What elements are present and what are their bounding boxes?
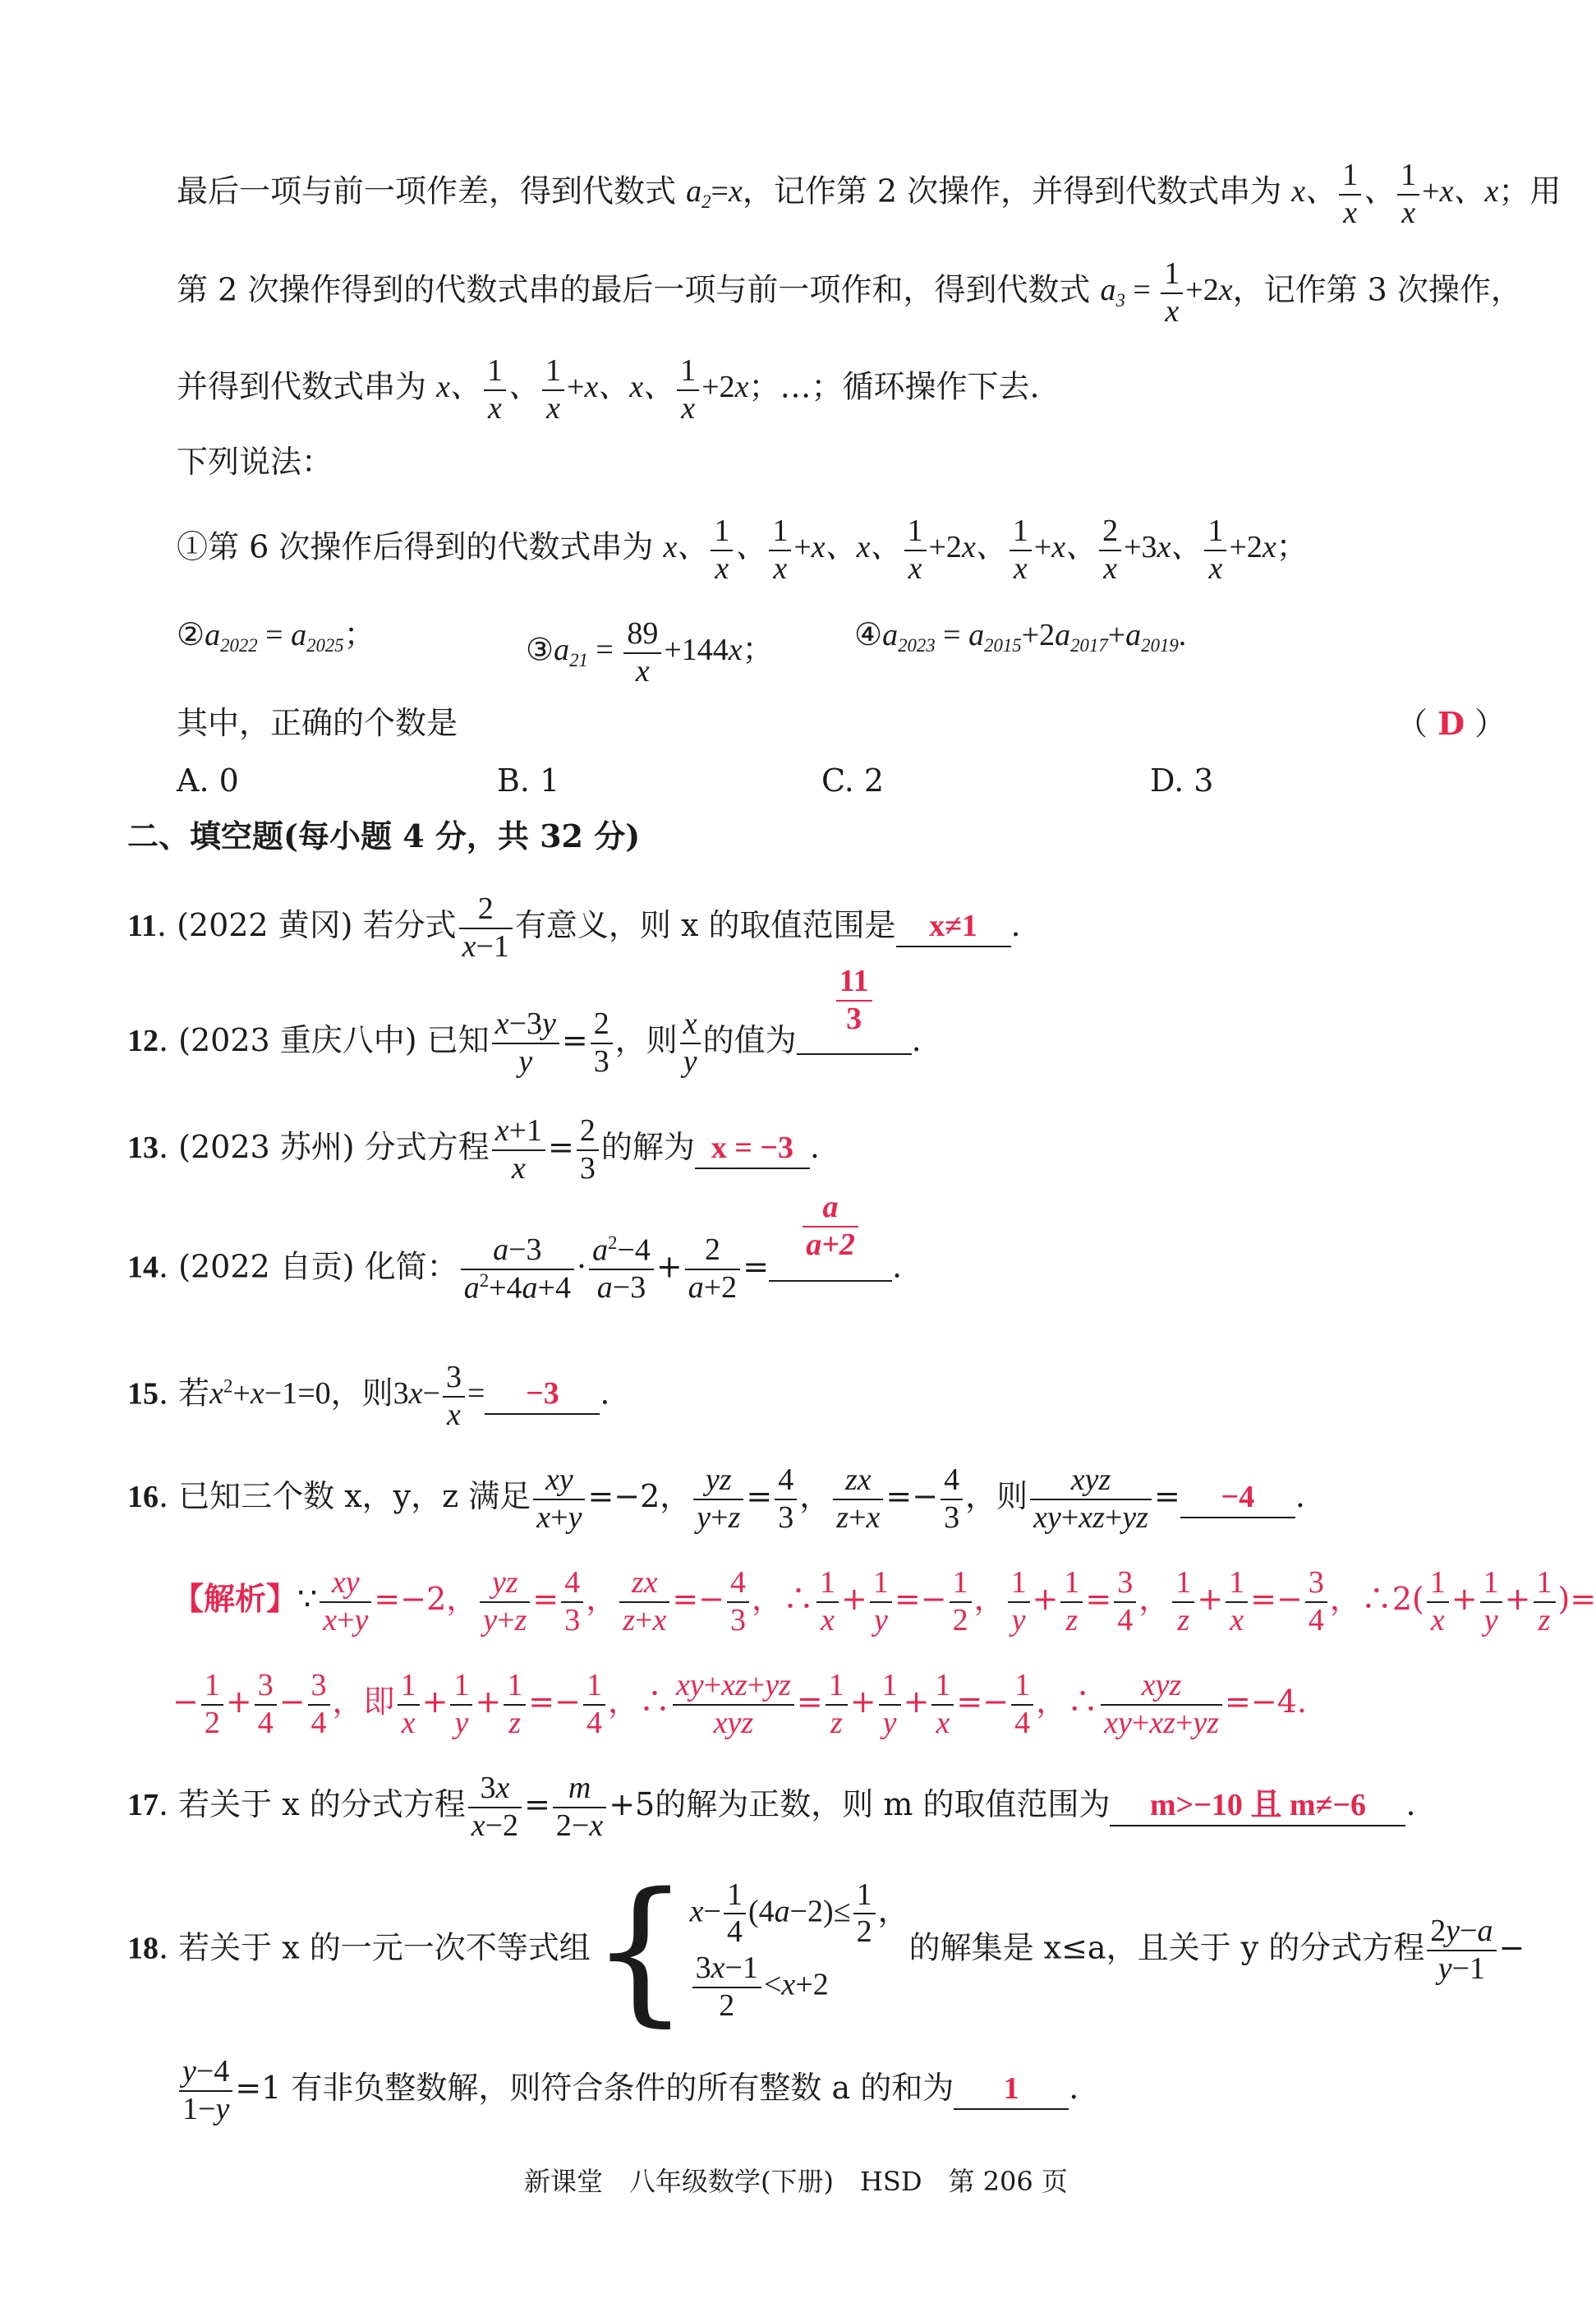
answer-blank: m>−10 且 m≠−6 (1110, 1786, 1405, 1826)
formula-series-2: x、 $\frac{1}{x}$ 、 $\frac{1}{x}$ +x、x (1291, 158, 1499, 230)
formula-q17: $\frac{3x}{x-2}$ (468, 1771, 522, 1844)
section-title: 二、填空题(每小题 4 分，共 32 分) (127, 818, 641, 854)
formula-series-6: x、 $\frac{1}{x}$ 、 $\frac{1}{x}$ +x、x、 $\frac{1}{x}$ +2x、 $\frac{1}{x}$ +x、 $\frac{2}{x}$ +3x、 $\frac{1}{x}$ +2x； (663, 514, 1308, 586)
option-b: B. 1 (497, 762, 560, 799)
question-18: 18. 若关于 x 的一元一次不等式组{ x− $\frac{1}{4}$ (4a−2)≤ $\frac{1}{2}$ ， $\frac{3x-1}{2}$ <x+2 的解集是 x≤a，且关于 y 的分式方程 $\frac{2y-a}{y-1}$ − (127, 1859, 1525, 2041)
statement-2: $②a_{2022} = a_{2025}$； (177, 616, 375, 656)
question-16: 16. 已知三个数 x，y，z 满足 $\frac{xy}{x+y}$ =−2， $\frac{yz}{y+z}$ = $\frac{4}{3}$ ， $\frac{zx}{z+x}$ =− $\frac{4}{3}$ ，则 $\frac{\text{xyz}}{xy+xz+yz}$ = −4 . (127, 1462, 1305, 1535)
formula-q15-a: $x^2+x-1=0$ (209, 1375, 331, 1412)
answer-paren: （ D ） (1396, 705, 1506, 742)
intro-line-1: 最后一项与前一项作差，得到代数式 $a_2=x$，记作第 2 次操作，并得到代数式串为 x、 $\frac{1}{x}$ 、 $\frac{1}{x}$ +x、x；用 (177, 158, 1562, 230)
answer-blank: x = −3 (695, 1129, 810, 1169)
formula-q12-a: $\frac{x-3y}{y}$ (492, 1006, 559, 1080)
question-17: 17. 若关于 x 的分式方程 $\frac{3x}{x-2}$ = $\frac{m}{2-x}$ +5的解为正数，则 m 的取值范围为 m>−10 且 m≠−6 . (127, 1771, 1416, 1843)
question-11: 11. (2022 黄冈) 若分式 $\frac{2}{x-1}$ 有意义，则 x 的取值范围是 x≠1 . (127, 891, 1021, 964)
formula-stmt3: $a_{21}$ = $\frac{89}{x}$ +144x； (554, 616, 774, 689)
question-13: 13. (2023 苏州) 分式方程 $\frac{x+1}{x}$ = $\frac{2}{3}$ 的解为 x = −3 . (127, 1113, 820, 1186)
formula-a2: $a_2=x$ (686, 174, 743, 213)
answer-blank: 1 (954, 2070, 1069, 2110)
intro-line-3: 并得到代数式串为 x、 $\frac{1}{x}$ 、 $\frac{1}{x}$ +x、x、 $\frac{1}{x}$ +2x；…；循环操作下去. (177, 353, 1040, 426)
formula-q14-b: $\frac{a^2-4}{a-3}$ (589, 1232, 654, 1306)
statement-4: $④a_{2023} = a_{2015}+2a_{2017}+a_{2019}$. (854, 616, 1187, 656)
statement-3: $③a_{21}$ = $\frac{89}{x}$ +144x； (526, 616, 774, 689)
question-number: 13 (127, 1131, 159, 1166)
answer-blank: $\frac{a}{a+2}$ (769, 1206, 892, 1281)
answer-choice: D (1437, 705, 1465, 742)
intro-line-2: 第 2 次操作得到的代数式串的最后一项与前一项作和，得到代数式 $a_3$ = $\frac{1}{x}$ +2x，记作第 3 次操作， (177, 256, 1522, 329)
question-number: 11 (127, 909, 157, 944)
formula-q14-c: $\frac{2}{a+2}$ (685, 1232, 740, 1306)
question-14: 14. (2022 自贡) 化简： $\frac{a-3}{a^2+4a+4}$ · $\frac{a^2-4}{a-3}$ + $\frac{2}{a+2}$ = $\frac{a}{a+2}$ . (127, 1190, 903, 1306)
formula-a3: $a_3$ = $\frac{1}{x}$ +2x (1100, 256, 1233, 329)
question-number: 15 (127, 1376, 159, 1412)
analysis-line-2: − $\frac{1}{2}$ + $\frac{3}{4}$ − $\frac{3}{4}$ ，即 $\frac{1}{x}$ + $\frac{1}{y}$ + $\frac{1}{z}$ =− $\frac{1}{4}$ ，∴ $\frac{xy+xz+yz}{\text{xyz}}$ = $\frac{1}{z}$ + $\frac{1}{y}$ + $\frac{1}{x}$ =− $\frac{1}{4}$ ，∴ $\frac{\text{xyz}}{xy+xz+yz}$ =−4. (172, 1668, 1307, 1740)
answer-blank: −4 (1180, 1478, 1295, 1518)
question-10-stem: 其中，正确的个数是 (177, 705, 458, 741)
inequality-system: x− $\frac{1}{4}$ (4a−2)≤ $\frac{1}{2}$ ， $\frac{3x-1}{2}$ <x+2 (689, 1877, 909, 2023)
page-footer: 新课堂 八年级数学(下册) HSD 第 206 页 (524, 2166, 1068, 2197)
question-number: 14 (127, 1250, 159, 1285)
answer-blank: x≠1 (896, 907, 1011, 947)
question-number: 16 (127, 1480, 159, 1515)
formula-stmt2: $a_{2022} = a_{2025}$； (205, 618, 375, 656)
analysis-line-1: 【解析】∵ $\frac{xy}{x+y}$ =−2， $\frac{yz}{y+z}$ = $\frac{4}{3}$ ， $\frac{zx}{z+x}$ =− $\frac{4}{3}$ ，∴ $\frac{1}{x}$ + $\frac{1}{y}$ =− $\frac{1}{2}$ ， $\frac{1}{y}$ + $\frac{1}{z}$ = $\frac{3}{4}$ ， $\frac{1}{z}$ + $\frac{1}{x}$ =− $\frac{3}{4}$ ，∴2( $\frac{1}{x}$ + $\frac{1}{y}$ + $\frac{1}{z}$ )= (172, 1565, 1596, 1637)
formula-q14-a: $\frac{a-3}{a^2+4a+4}$ (461, 1232, 574, 1306)
formula-series-3: x、 $\frac{1}{x}$ 、 $\frac{1}{x}$ +x、x、 $\frac{1}{x}$ +2x (436, 353, 749, 426)
formula-q18-b: $\frac{y-4}{1-y}$ (179, 2054, 232, 2127)
question-number: 17 (127, 1788, 159, 1823)
answer-blank: $\frac{11}{3}$ (797, 980, 912, 1055)
question-15: 15. 若$x^2+x-1=0$，则3x− $\frac{3}{x}$ = −3 . (127, 1360, 610, 1432)
formula-q18-a: $\frac{2y-a}{y-1}$ (1427, 1914, 1496, 1987)
left-brace: { (590, 1859, 690, 2041)
question-number: 12 (127, 1024, 159, 1059)
option-c: C. 2 (821, 762, 885, 799)
formula-stmt4: $a_{2023} = a_{2015}+2a_{2017}+a_{2019}$. (882, 618, 1187, 656)
option-a: A. 0 (177, 762, 239, 799)
formula-q12-b: $\frac{x}{y}$ (680, 1006, 701, 1080)
question-12: 12. (2023 重庆八中) 已知 $\frac{x-3y}{y}$ = $\frac{2}{3}$ ，则 $\frac{x}{y}$ 的值为 $\frac{11}{3}$ . (127, 964, 922, 1079)
option-d: D. 3 (1150, 762, 1214, 799)
question-number: 18 (127, 1931, 159, 1966)
formula-q15-b: 3x− $\frac{3}{x}$ = (393, 1360, 485, 1432)
question-18-cont: $\frac{y-4}{1-y}$ =1 有非负整数解，则符合条件的所有整数 a 的和为 1 . (177, 2054, 1079, 2127)
formula-q13: $\frac{x+1}{x}$ (492, 1113, 545, 1186)
formula-q11: $\frac{2}{x-1}$ (459, 891, 513, 965)
statements-label: 下列说法： (177, 444, 333, 480)
answer-blank: −3 (485, 1375, 600, 1415)
statement-1: ①第 6 次操作后得到的代数式串为 x、 $\frac{1}{x}$ 、 $\frac{1}{x}$ +x、x、 $\frac{1}{x}$ +2x、 $\frac{1}{x}$ +x、 $\frac{2}{x}$ +3x、 $\frac{1}{x}$ +2x； (177, 514, 1308, 586)
